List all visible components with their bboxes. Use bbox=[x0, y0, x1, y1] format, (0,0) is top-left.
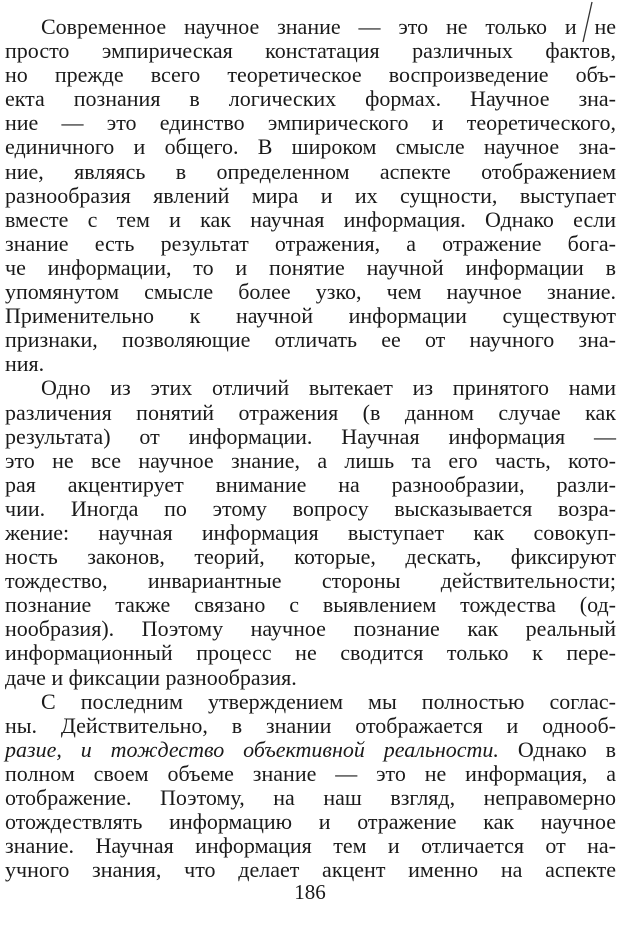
text-line: екта познания в логических формах. Научное зна- bbox=[5, 86, 616, 112]
text-line: признаки, позволяющие отличать ее от научного зна- bbox=[5, 327, 616, 353]
text-line: познание также связано с выявлением тождества (од- bbox=[5, 592, 616, 618]
text-line: информационный процесс не сводится только к пере- bbox=[5, 640, 616, 666]
text-line: учного знания, что делает акцент именно на аспекте bbox=[5, 857, 616, 883]
text-line: это не все научное знание, а лишь та его часть, кото- bbox=[5, 447, 616, 473]
text-line: ны. Действительно, в знании отображается и однооб- bbox=[5, 712, 616, 738]
paragraph bbox=[5, 15, 616, 376]
text-line: ние — это единство эмпирического и теоретического, bbox=[5, 110, 616, 136]
text-line: знание. Научная информация тем и отличается от на- bbox=[5, 833, 616, 859]
text-line: нообразия). Поэтому научное познание как реальный bbox=[5, 616, 616, 642]
text-line: ность законов, теорий, которые, дескать, фиксируют bbox=[5, 544, 616, 570]
text-line: жение: научная информация выступает как совокуп- bbox=[5, 519, 616, 545]
page-body bbox=[5, 15, 616, 882]
text-line: разнообразия явлений мира и их сущности, выступает bbox=[5, 182, 616, 208]
text-line: тождество, инвариантные стороны действительности; bbox=[5, 568, 616, 594]
text-line: вместе с тем и как научная информация. Однако если bbox=[5, 206, 616, 232]
regular-text: Однако в bbox=[498, 736, 616, 762]
text-line: результата) от информации. Научная информация — bbox=[5, 423, 616, 449]
paragraph bbox=[5, 690, 616, 883]
text-line: знание есть результат отражения, а отражение бога- bbox=[5, 230, 616, 256]
text-line: отображение. Поэтому, на наш взгляд, неправомерно bbox=[5, 785, 616, 810]
page-number: 186 bbox=[294, 880, 326, 904]
text-line: Применительно к научной информации существуют bbox=[5, 303, 616, 329]
text-line: но прежде всего теоретическое воспроизведение объ- bbox=[5, 62, 616, 88]
text-line: Одно из этих отличий вытекает из принятого нами bbox=[41, 375, 616, 401]
text-line: единичного и общего. В широком смысле научное зна- bbox=[5, 134, 616, 160]
text-line: че информации, то и понятие научной информации в bbox=[5, 254, 616, 280]
text-line: отождествлять информацию и отражение как научное bbox=[5, 809, 616, 835]
text-line: С последним утверждением мы полностью соглас- bbox=[41, 688, 616, 714]
text-line: Современное научное знание — это не только и не bbox=[41, 14, 616, 39]
text-line: просто эмпирическая констатация различных фактов, bbox=[5, 38, 616, 64]
text-line: рая акцентирует внимание на разнообразии, разли- bbox=[5, 471, 616, 497]
text-line: ние, являясь в определенном аспекте отображением bbox=[5, 158, 616, 184]
text-line: ния. bbox=[5, 351, 45, 377]
text-line bbox=[5, 738, 616, 762]
text-line: даче и фиксации разнообразия. bbox=[5, 664, 297, 690]
text-line: чии. Иногда по этому вопросу высказывается возра- bbox=[5, 495, 616, 521]
text-line: полном своем объеме знание — это не информация, а bbox=[5, 760, 616, 786]
paragraph bbox=[5, 376, 616, 689]
text-line: упомянутом смысле более узко, чем научное знание. bbox=[5, 279, 616, 305]
text-line: различения понятий отражения (в данном случае как bbox=[5, 399, 616, 425]
italic-text: разие, и тождество объективной реальности. bbox=[5, 736, 499, 762]
